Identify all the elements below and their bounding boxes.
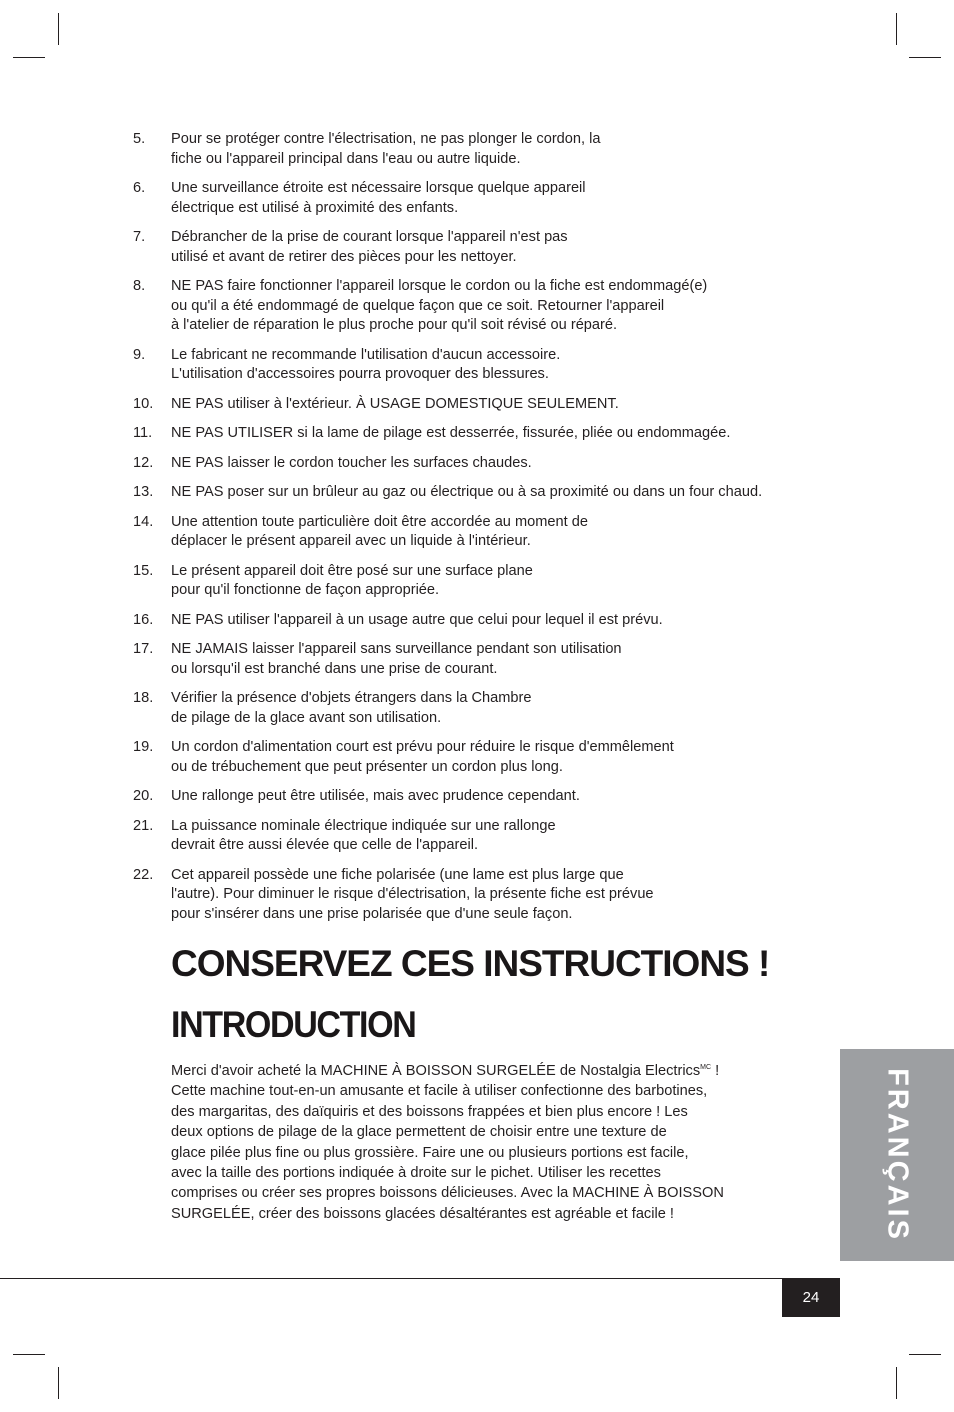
list-item-number: 20. — [133, 788, 154, 804]
list-item-line: Une attention toute particulière doit être accordée au moment de — [171, 513, 588, 530]
list-item-text — [171, 513, 831, 552]
list-item-number: 13. — [133, 484, 154, 500]
list-item-number: 17. — [133, 641, 154, 657]
list-item-line: de pilage de la glace avant son utilisation. — [171, 709, 442, 726]
list-item-line: L'utilisation d'accessoires pourra provoquer des blessures. — [171, 366, 549, 382]
language-tab — [840, 1049, 954, 1261]
list-item-text — [171, 424, 831, 444]
list-item-line: Cet appareil possède une fiche polarisée (une lame est plus large que — [171, 866, 624, 883]
list-item-line: déplacer le présent appareil avec un liquide à l'intérieur. — [171, 533, 531, 549]
list-item-line: Un cordon d'alimentation court est prévu pour réduire le risque d'emmêlement — [171, 739, 674, 755]
list-item-text — [171, 228, 831, 267]
list-item-text — [171, 562, 831, 601]
list-item-line: Vérifier la présence d'objets étrangers dans la Chambre — [171, 690, 532, 706]
list-item-number: 8. — [133, 278, 146, 294]
list-item-line: Le fabricant ne recommande l'utilisation d'aucun accessoire. — [171, 346, 561, 363]
list-item-line: ou de trébuchement que peut présenter un cordon plus long. — [171, 758, 563, 775]
language-tab-label: FRANÇAIS — [881, 1068, 914, 1242]
list-item-number: 14. — [133, 513, 154, 530]
list-item-line: Pour se protéger contre l'électrisation, ne pas plonger le cordon, la — [171, 131, 601, 147]
list-item-number: 7. — [133, 229, 146, 245]
list-item-line: pour s'insérer dans une prise polarisée que d'une seule façon. — [171, 905, 573, 922]
list-item-text — [171, 454, 831, 474]
intro-line: SURGELÉE, créer des boissons glacées désaltérantes est agréable et facile ! — [171, 1205, 674, 1222]
list-item-number: 9. — [133, 346, 146, 363]
intro-line: Merci d'avoir acheté la MACHINE À BOISSON SURGELÉE de Nostalgia Electrics$^{MC}$ ! — [171, 1063, 720, 1079]
list-item-line: à l'atelier de réparation le plus proche pour qu'il soit révisé ou réparé. — [171, 317, 618, 333]
list-item-line: NE PAS utiliser l'appareil à un usage autre que celui pour lequel il est prévu. — [171, 611, 663, 628]
crop-mark — [896, 13, 897, 45]
footer-rule — [0, 1278, 840, 1279]
list-item-number: 15. — [133, 562, 154, 579]
list-item-line: devrait être aussi élevée que celle de l'appareil. — [171, 837, 479, 853]
list-item-line: l'autre). Pour diminuer le risque d'électrisation, la présente fiche est prévue — [171, 886, 654, 902]
list-item-number: 16. — [133, 611, 154, 628]
intro-line: avec la taille des portions indiquée à droite sur le pichet. Utiliser les recettes — [171, 1165, 661, 1182]
trademark-mark: MC — [700, 1064, 712, 1071]
list-item-text — [171, 395, 831, 415]
list-item-line: NE PAS UTILISER si la lame de pilage est desserrée, fissurée, pliée ou endommagée. — [171, 425, 731, 441]
list-item-number: 10. — [133, 395, 154, 412]
list-item-line: NE PAS utiliser à l'extérieur. À USAGE DOMESTIQUE SEULEMENT. — [171, 395, 619, 412]
crop-mark — [909, 1354, 941, 1355]
introduction-heading: INTRODUCTION — [171, 1004, 416, 1045]
intro-line: glace pilée plus fine ou plus grossière. Faire une ou plusieurs portions est facile, — [171, 1144, 689, 1161]
list-item-number: 6. — [133, 180, 146, 196]
list-item-line: utilisé et avant de retirer des pièces pour les nettoyer. — [171, 248, 517, 265]
intro-line: comprises ou créer ses propres boissons délicieuses. Avec la MACHINE À BOISSON — [171, 1185, 724, 1202]
list-item-line: fiche ou l'appareil principal dans l'eau ou autre liquide. — [171, 150, 521, 167]
list-item-number: 11. — [133, 425, 153, 441]
list-item-line: La puissance nominale électrique indiquée sur une rallonge — [171, 817, 556, 834]
list-item-number: 5. — [133, 131, 146, 147]
list-item-text — [171, 738, 831, 777]
list-item-line: Une rallonge peut être utilisée, mais avec prudence cependant. — [171, 788, 580, 804]
crop-mark — [13, 1354, 45, 1355]
list-item-text — [171, 787, 831, 807]
list-item-number: 22. — [133, 866, 154, 883]
list-item-line: NE PAS faire fonctionner l'appareil lorsque le cordon ou la fiche est endommagé(e) — [171, 278, 708, 294]
crop-mark — [13, 57, 45, 58]
page-number-box — [782, 1278, 840, 1317]
crop-mark — [58, 13, 59, 45]
list-item-text — [171, 346, 831, 385]
list-item-line: électrique est utilisé à proximité des enfants. — [171, 199, 459, 216]
list-item-text — [171, 866, 831, 925]
intro-line: deux options de pilage de la glace permettent de choisir entre une texture de — [171, 1124, 667, 1141]
introduction-paragraph — [171, 1058, 781, 1224]
list-item-text — [171, 611, 831, 631]
crop-mark — [909, 57, 941, 58]
list-item-number: 21. — [133, 817, 154, 834]
list-item-line: ou lorsqu'il est branché dans une prise de courant. — [171, 660, 498, 677]
list-item-text — [171, 179, 831, 218]
list-item-line: pour qu'il fonctionne de façon appropriée. — [171, 582, 440, 598]
list-item-text — [171, 277, 831, 336]
list-item-text — [171, 817, 831, 856]
save-instructions-heading: CONSERVEZ CES INSTRUCTIONS ! — [171, 943, 770, 984]
list-item-line: Une surveillance étroite est nécessaire lorsque quelque appareil — [171, 180, 586, 196]
list-item-text — [171, 130, 831, 169]
list-item-line: NE PAS laisser le cordon toucher les surfaces chaudes. — [171, 454, 532, 471]
list-item-line: NE PAS poser sur un brûleur au gaz ou électrique ou à sa proximité ou dans un four chaud. — [171, 484, 763, 500]
intro-line: des margaritas, des daïquiris et des boissons frappées et bien plus encore ! Les — [171, 1103, 688, 1120]
crop-mark — [896, 1367, 897, 1399]
crop-mark — [58, 1367, 59, 1399]
intro-line: Cette machine tout-en-un amusante et facile à utiliser confectionne des barbotines, — [171, 1083, 708, 1100]
list-item-line: ou qu'il a été endommagé de quelque façon que ce soit. Retourner l'appareil — [171, 297, 665, 314]
list-item-text — [171, 689, 831, 728]
list-item-text — [171, 483, 831, 503]
list-item-number: 12. — [133, 454, 154, 471]
list-item-number: 18. — [133, 690, 154, 706]
page-number: 24 — [802, 1289, 820, 1306]
list-item-line: Débrancher de la prise de courant lorsque l'appareil n'est pas — [171, 229, 568, 245]
list-item-number: 19. — [133, 739, 154, 755]
list-item-text — [171, 640, 831, 679]
list-item-line: NE JAMAIS laisser l'appareil sans surveillance pendant son utilisation — [171, 641, 622, 657]
list-item-line: Le présent appareil doit être posé sur une surface plane — [171, 562, 533, 579]
